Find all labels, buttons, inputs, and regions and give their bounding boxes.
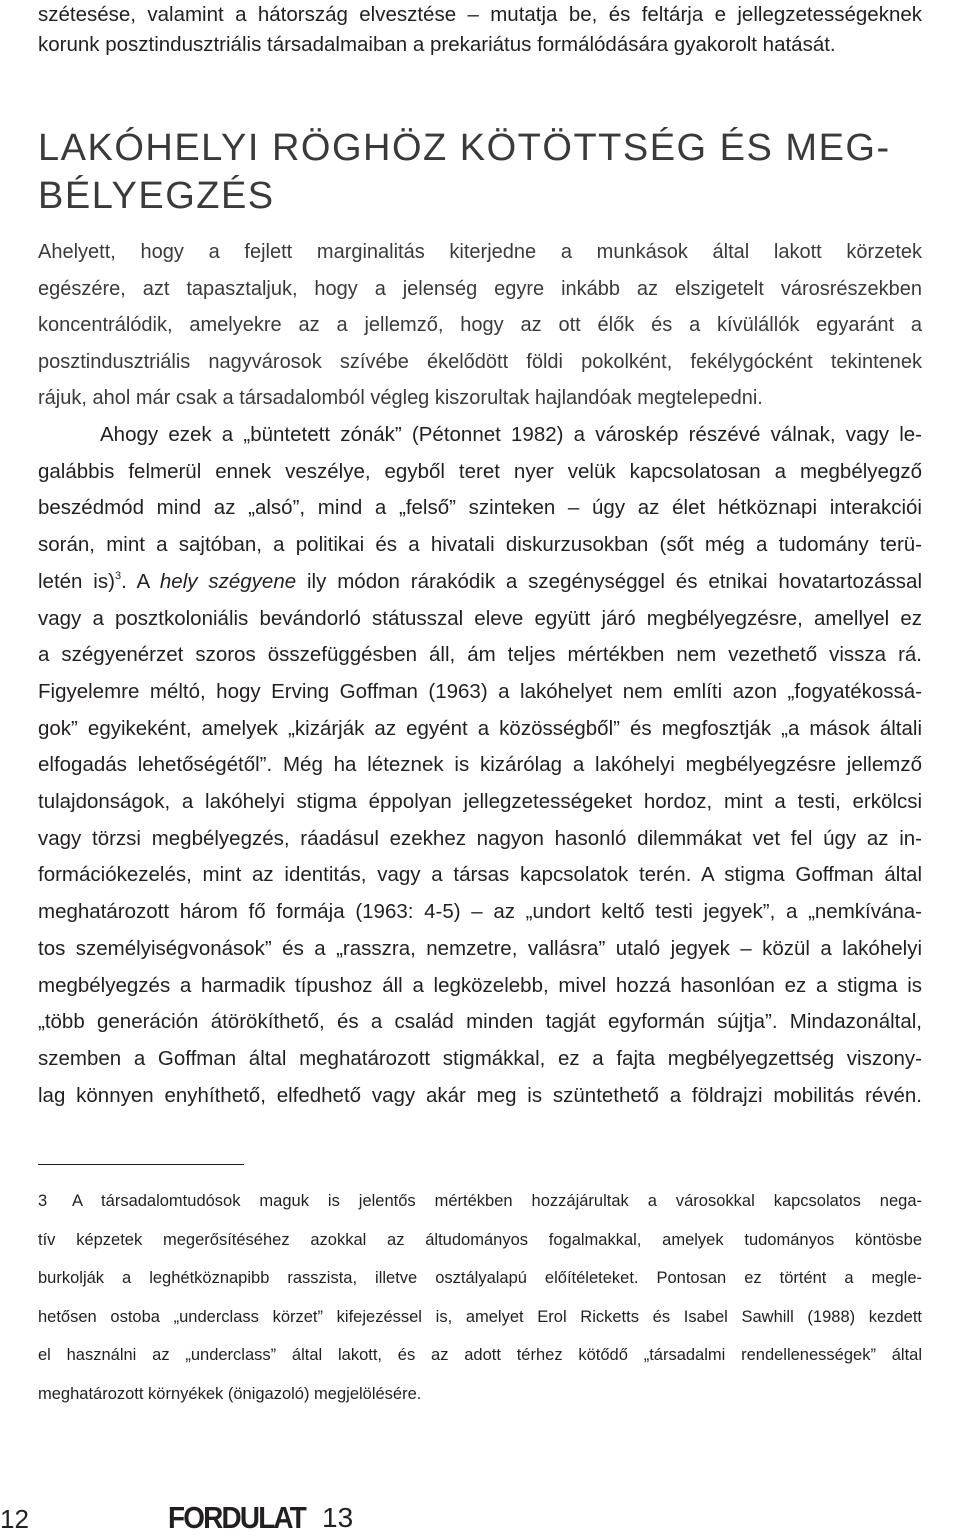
text-line: a szégyenérzet szoros összefüggésben áll, ám teljes mértékben nem vezethető vissza rá. bbox=[38, 643, 922, 667]
text-line: rájuk, ahol már csak a társadalomból végleg kiszorultak hajlandóak megtelepedni. bbox=[38, 387, 763, 409]
text-line: során, mint a sajtóban, a politikai és a hivatali diskurzusokban (sőt még a tudomány terü- bbox=[38, 533, 922, 557]
text-line: tulajdonságok, a lakóhelyi stigma éppolyan jellegzetességeket hordoz, mint a testi, erkölcsi bbox=[38, 790, 922, 814]
text-line: Ahelyett, hogy a fejlett marginalitás kiterjedne a munkások által lakott körzetek bbox=[38, 241, 922, 263]
heading-line: LAKÓHELYI RÖGHÖZ KÖTÖTTSÉG ÉS MEG- bbox=[38, 127, 891, 169]
footnote-line: meghatározott környékek (önigazoló) megjelölésére. bbox=[38, 1384, 422, 1403]
footnote-line: burkolják a leghétköznapibb rasszista, illetve osztályalapú előítéleteket. Pontosan ez történt a megle- bbox=[38, 1269, 922, 1287]
footnote-separator bbox=[38, 1164, 244, 1165]
text-line: posztindusztriális nagyvárosok szívébe ékelődött földi pokolként, fekélygócként tekintenek bbox=[38, 350, 922, 373]
text-segment: A társadalomtudósok maguk is jelentős mértékben hozzájárultak a városokkal kapcsolatos nega- bbox=[72, 1192, 922, 1210]
emphasis: hely szégyene bbox=[159, 569, 297, 593]
text-line: galábbis felmerül ennek veszélye, egyből teret nyer velük kapcsolatosan a megbélyegző bbox=[38, 459, 922, 483]
text-line: vagy a posztkoloniális bevándorló státusszal eleve együtt járó megbélyegzésre, amellyel ez bbox=[38, 606, 922, 630]
text-line: beszédmód mind az „alsó”, mind a „felső” szinteken – úgy az élet hétköznapi interakciói bbox=[38, 496, 922, 520]
footnote-line: el használni az „underclass” által lakott, és az adott térhez kötődő „társadalmi rendellenességek” által bbox=[38, 1346, 922, 1364]
text-line: vagy törzsi megbélyegzés, ráadásul ezekhez nagyon hasonló dilemmákat vet fel úgy az in- bbox=[38, 826, 922, 850]
footnote bbox=[38, 1182, 922, 1413]
continuation-text bbox=[38, 0, 922, 60]
section-heading bbox=[38, 124, 922, 220]
text-line: formációkezelés, mint az identitás, vagy a társas kapcsolatok terén. A stigma Goffman által bbox=[38, 863, 922, 887]
journal-logo: FORDULAT bbox=[168, 1500, 305, 1535]
text-line: korunk posztindusztriális társadalmaiban a prekariátus formálódására gyakorolt hatását. bbox=[38, 33, 836, 56]
text-line: tos személyiségvonások” és a „rasszra, nemzetre, vallásra” utaló jegyek – közül a lakóhelyi bbox=[38, 936, 922, 960]
footnote-number: 3 bbox=[38, 1192, 48, 1210]
text-line: szétesése, valamint a hátország elvesztése – mutatja be, és feltárja e jellegzetességeknek bbox=[38, 3, 922, 26]
heading-line: BÉLYEGZÉS bbox=[38, 175, 275, 217]
text-segment: ily módon rárakódik a szegénységgel és etnikai hovatartozással bbox=[296, 569, 923, 593]
text-line: Figyelemre méltó, hogy Erving Goffman (1963) a lakóhelyet nem említi azon „fogyatékossá- bbox=[38, 679, 922, 703]
text-line bbox=[38, 564, 922, 601]
text-line: megbélyegzés a harmadik típushoz áll a legközelebb, mivel hozzá hasonlóan ez a stigma is bbox=[38, 973, 922, 997]
footnote-line: hetősen ostoba „underclass körzet” kifejezéssel is, amelyet Erol Ricketts és Isabel Sawhill (1988) kezdett bbox=[38, 1307, 922, 1326]
text-line: gok” egyikeként, amelyek „kizárják az egyént a közösségből” és megfosztják „a mások általi bbox=[38, 716, 922, 740]
page-number-right: 13 bbox=[322, 1502, 354, 1533]
page-number-left: 12 bbox=[0, 1504, 29, 1534]
text-line: „több generáción átörökíthető, és a család minden tagját egyformán sújtja”. Mindazonáltal, bbox=[38, 1010, 922, 1034]
footnote-line bbox=[38, 1182, 922, 1221]
text-line: koncentrálódik, amelyekre az a jellemző, hogy az ott élők és a kívülállók egyaránt a bbox=[38, 314, 922, 336]
body-paragraph bbox=[38, 417, 922, 1114]
lead-paragraph bbox=[38, 234, 922, 417]
text-line: Ahogy ezek a „büntetett zónák” (Pétonnet 1982) a városkép részévé válnak, vagy le- bbox=[100, 423, 922, 446]
text-segment: letén is) bbox=[38, 569, 115, 593]
text-line: lag könnyen enyhíthető, elfedhető vagy akár meg is szüntethető a földrajzi mobilitás révén. bbox=[38, 1083, 922, 1107]
text-segment: . A bbox=[121, 569, 160, 593]
text-line: elfogadás lehetőségétől”. Még ha léteznek is kizárólag a lakóhelyi megbélyegzésre jellemző bbox=[38, 753, 922, 777]
text-line: meghatározott három fő formája (1963: 4-5) – az „undort keltő testi jegyek”, a „nemkívána- bbox=[38, 900, 922, 924]
page-footer bbox=[0, 1498, 960, 1538]
text-line: szemben a Goffman által meghatározott stigmákkal, ez a fajta megbélyegzettség viszony- bbox=[38, 1046, 922, 1070]
footnote-line: tív képzetek megerősítéséhez azokkal az áltudományos fogalmakkal, amelyek tudományos köntösbe bbox=[38, 1230, 922, 1249]
text-line: egészére, azt tapasztaljuk, hogy a jelenség egyre inkább az elszigetelt városrészekben bbox=[38, 277, 922, 300]
footnote-reference: 3 bbox=[114, 569, 122, 582]
